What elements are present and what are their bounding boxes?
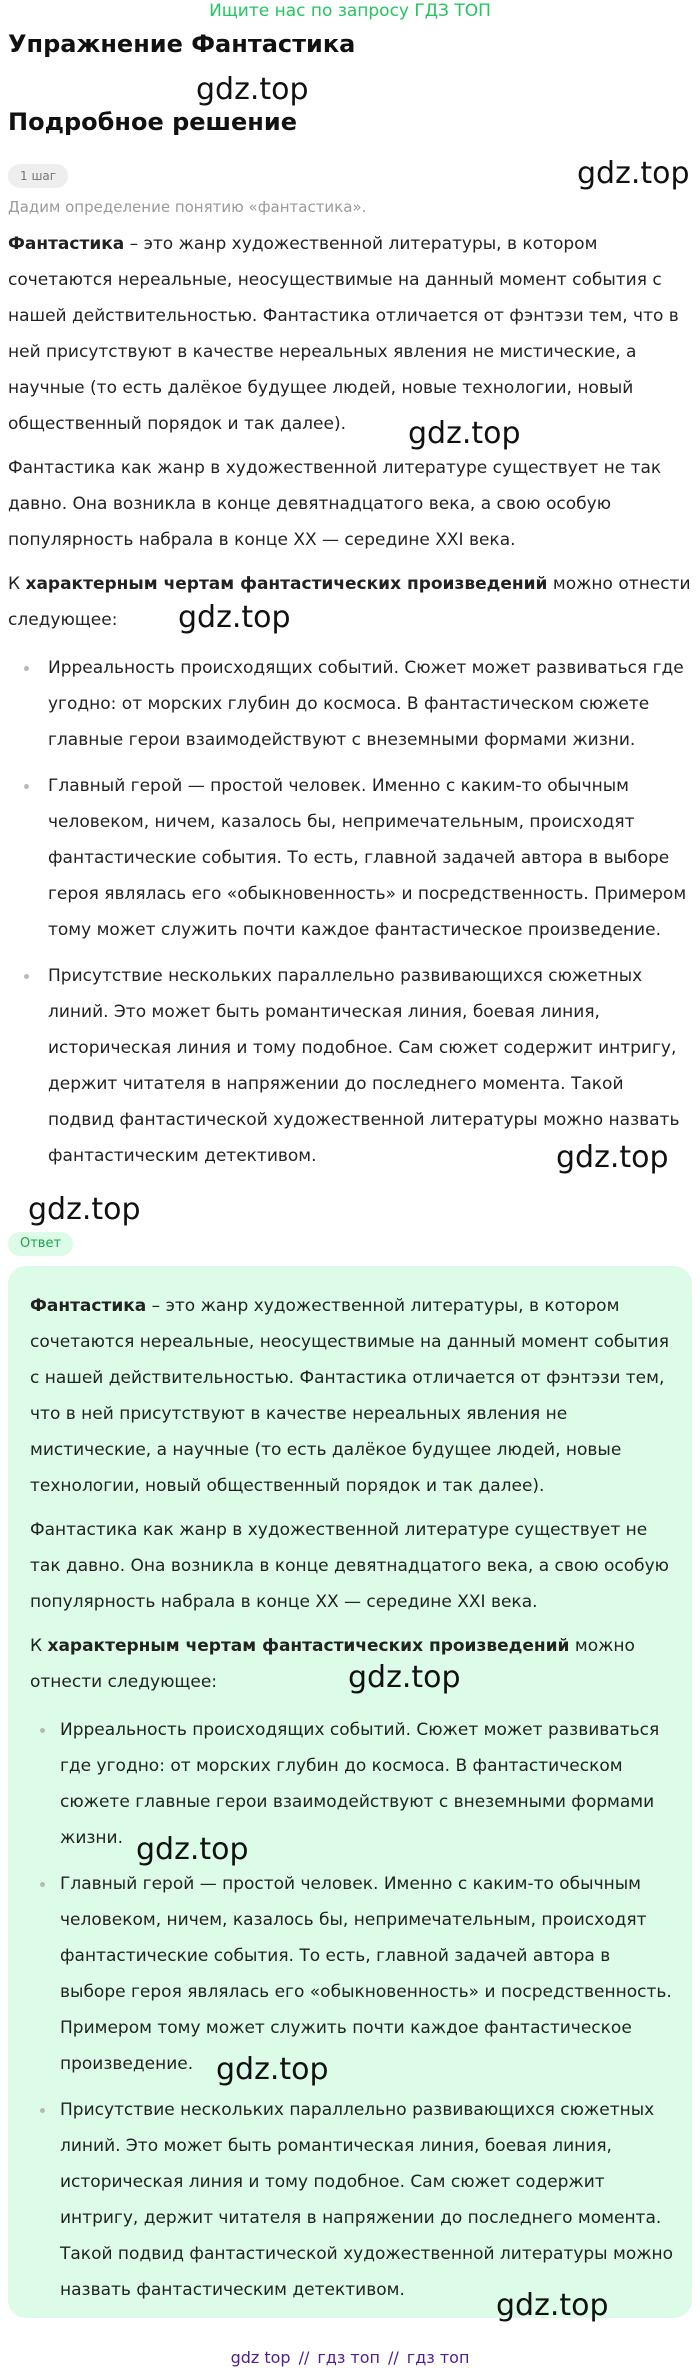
- watermark: gdz.top: [28, 1192, 141, 1227]
- watermark: gdz.top: [136, 1832, 249, 1867]
- answer-paragraph: К характерным чертам фантастических произведений можно отнести следующее:: [30, 1636, 635, 1692]
- page-title: Упражнение Фантастика: [8, 30, 356, 58]
- step-badge: 1 шаг: [8, 164, 68, 188]
- watermark: gdz.top: [216, 2052, 329, 2087]
- term: Фантастика: [30, 1296, 147, 1316]
- watermark: gdz.top: [556, 1140, 669, 1175]
- search-banner[interactable]: Ищите нас по запросу ГДЗ ТОП: [209, 1, 491, 21]
- footer-separator: //: [298, 2348, 310, 2367]
- step-description: Дадим определение понятию «фантастика».: [8, 198, 367, 216]
- list-item: Присутствие нескольких параллельно развивающихся сюжетных линий. Это может быть романтическая линия, боевая линия, историческая линия и тому подобное. Сам сюжет содержит интригу, держит читателя в напряжении до последнего момента. Такой подвид фантастической художественной литературы можно назвать фантастическим детективом.: [48, 958, 692, 1174]
- answer-features-list: [30, 1712, 675, 2308]
- footer-link[interactable]: gdz top: [230, 2348, 291, 2367]
- features-list: [8, 650, 692, 1174]
- footer-separator: //: [388, 2348, 399, 2367]
- section-title: Подробное решение: [8, 108, 297, 136]
- list-item: Главный герой — простой человек. Именно с каким-то обычным человеком, ничем, казалось бы, непримечательным, происходят фантастические события. То есть, главной задачей автора в выборе героя являлась его «обыкновенность» и посредственность. Примером тому может служить почти каждое фантастическое произведение.: [60, 1866, 675, 2082]
- term: Фантастика: [8, 234, 125, 254]
- watermark: gdz.top: [496, 2288, 609, 2323]
- solution-body: [8, 226, 692, 1184]
- footer-link[interactable]: гдз топ: [406, 2348, 470, 2367]
- watermark: gdz.top: [196, 72, 309, 107]
- solution-paragraph: Фантастика – это жанр художественной литературы, в котором сочетаются нереальные, неосуществимые на данный момент события с нашей действительностью. Фантастика отличается от фэнтэзи тем, что в ней присутствуют в качестве нереальных явления не мистические, а научные (то есть далёкое будущее людей, новые технологии, новый общественный порядок и так далее).: [8, 234, 679, 434]
- list-item: Ирреальность происходящих событий. Сюжет может развиваться где угодно: от морских глубин до космоса. В фантастическом сюжете главные герои взаимодействуют с внеземными формами жизни.: [48, 650, 692, 758]
- watermark: gdz.top: [577, 156, 690, 191]
- watermark: gdz.top: [348, 1660, 461, 1695]
- footer-links: [0, 2348, 700, 2367]
- watermark: gdz.top: [408, 416, 521, 451]
- footer-link[interactable]: гдз топ: [317, 2348, 380, 2367]
- list-item: Присутствие нескольких параллельно развивающихся сюжетных линий. Это может быть романтическая линия, боевая линия, историческая линия и тому подобное. Сам сюжет содержит интригу, держит читателя в напряжении до последнего момента. Такой подвид фантастической художественной литературы можно назвать фантастическим детективом.: [60, 2092, 675, 2308]
- answer-paragraph: Фантастика – это жанр художественной литературы, в котором сочетаются нереальные, неосуществимые на данный момент события с нашей действительностью. Фантастика отличается от фэнтэзи тем, что в ней присутствуют в качестве нереальных явления не мистические, а научные (то есть далёкое будущее людей, новые технологии, новый общественный порядок и так далее).: [30, 1296, 669, 1496]
- solution-paragraph: К характерным чертам фантастических произведений можно отнести следующее:: [8, 574, 691, 630]
- answer-paragraph: Фантастика как жанр в художественной литературе существует не так давно. Она возникла в конце девятнадцатого века, а свою особую популярность набрала в конце XX — середине XXI века.: [30, 1520, 669, 1612]
- solution-paragraph: Фантастика как жанр в художественной литературе существует не так давно. Она возникла в конце девятнадцатого века, а свою особую популярность набрала в конце XX — середине XXI века.: [8, 458, 662, 550]
- watermark: gdz.top: [178, 600, 291, 635]
- list-item: Ирреальность происходящих событий. Сюжет может развиваться где угодно: от морских глубин до космоса. В фантастическом сюжете главные герои взаимодействуют с внеземными формами жизни.: [60, 1712, 675, 1856]
- list-item: Главный герой — простой человек. Именно с каким-то обычным человеком, ничем, казалось бы, непримечательным, происходят фантастические события. То есть, главной задачей автора в выборе героя являлась его «обыкновенность» и посредственность. Примером тому может служить почти каждое фантастическое произведение.: [48, 768, 692, 948]
- answer-box: [8, 1266, 692, 2318]
- answer-badge: Ответ: [8, 1232, 73, 1256]
